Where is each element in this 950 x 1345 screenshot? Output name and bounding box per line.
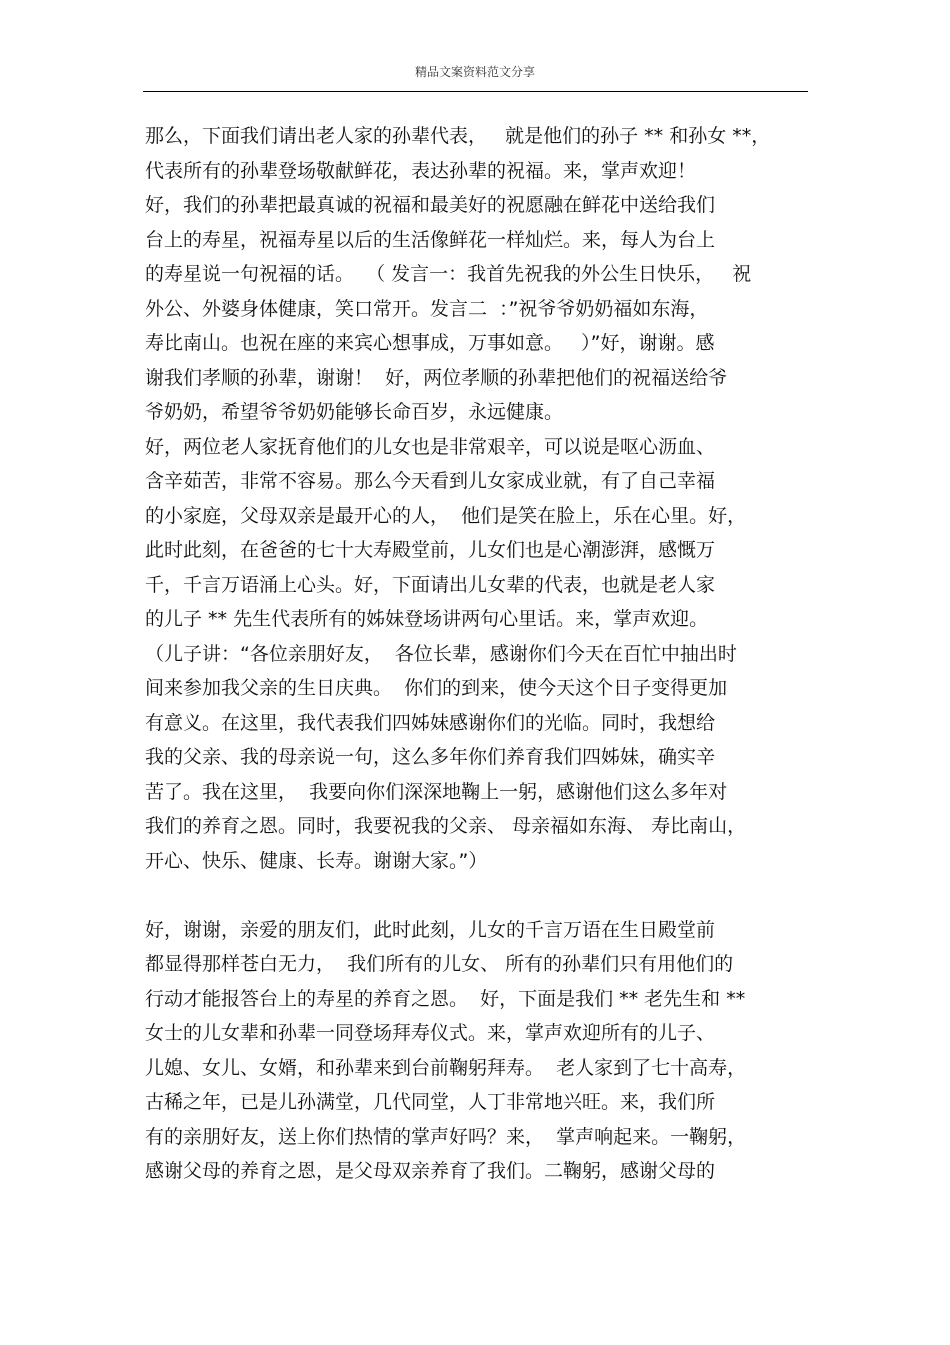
text-line: 台上的寿星，祝福寿星以后的生活像鲜花一样灿烂。来，每人为台上 [145, 228, 716, 251]
text-line: 此时此刻，在爸爸的七十大寿殿堂前，儿女们也是心潮澎湃，感慨万 [145, 539, 716, 561]
text-line: 千，千言万语涌上心头。好，下面请出儿女辈的代表，也就是老人家 [145, 573, 716, 596]
text-line: 间来参加我父亲的生日庆典。 你们的到来，使今天这个日子变得更加 [145, 677, 728, 699]
text-line: 那么，下面我们请出老人家的孙辈代表， 就是他们的孙子 ** 和孙女 **， [145, 125, 771, 147]
text-line: 苦了。我在这里， 我要向你们深深地鞠上一躬，感谢他们这么多年对 [145, 780, 728, 803]
text-line: 都显得那样苍白无力， 我们所有的儿女、 所有的孙辈们只有用他们的 [145, 953, 734, 975]
text-line: 有意义。在这里，我代表我们四姊妹感谢你们的光临。同时，我想给 [145, 711, 716, 734]
text-line: 好，我们的孙辈把最真诚的祝福和最美好的祝愿融在鲜花中送给我们 [145, 194, 716, 216]
header-divider [143, 91, 808, 92]
text-line: 爷奶奶，希望爷爷奶奶能够长命百岁，永远健康。 [145, 401, 564, 423]
text-line: 代表所有的孙辈登场敬献鲜花，表达孙辈的祝福。来，掌声欢迎！ [145, 159, 697, 182]
text-line: 儿媳、女儿、女婿，和孙辈来到台前鞠躬拜寿。 老人家到了七十高寿， [145, 1056, 747, 1079]
text-line: 我们的养育之恩。同时，我要祝我的父亲、 母亲福如东海、 寿比南山， [145, 815, 747, 837]
text-line: 好，两位老人家抚育他们的儿女也是非常艰辛，可以说是呕心沥血、 [145, 435, 716, 458]
text-line: 开心、快乐、健康、长寿。谢谢大家。”） [145, 849, 488, 872]
text-line: 好，谢谢，亲爱的朋友们，此时此刻，儿女的千言万语在生日殿堂前 [145, 918, 716, 941]
paragraph-gap [145, 878, 810, 913]
text-line: 谢我们孝顺的孙辈，谢谢！ 好，两位孝顺的孙辈把他们的祝福送给爷 [145, 366, 728, 389]
text-line: 行动才能报答台上的寿星的养育之恩。 好，下面是我们 ** 老先生和 ** [145, 987, 746, 1010]
text-line: 的小家庭，父母双亲是最开心的人， 他们是笑在脸上，乐在心里。好， [145, 504, 747, 527]
text-line: 有的亲朋好友，送上你们热情的掌声好吗？来， 掌声响起来。一鞠躬， [145, 1125, 747, 1148]
page-header-title: 精品文案资料范文分享 [414, 65, 535, 79]
text-line: 女士的儿女辈和孙辈一同登场拜寿仪式。来，掌声欢迎所有的儿子、 [145, 1022, 716, 1044]
body-text [145, 119, 810, 1189]
text-line: 寿比南山。也祝在座的来宾心想事成，万事如意。 ）”好，谢谢。感 [145, 332, 715, 354]
text-line: 古稀之年，已是儿孙满堂，几代同堂，人丁非常地兴旺。来，我们所 [145, 1091, 716, 1113]
text-line: 的儿子 ** 先生代表所有的姊妹登场讲两句心里话。来，掌声欢迎。 [145, 608, 709, 630]
text-line: 的寿星说一句祝福的话。 （ 发言一：我首先祝我的外公生日快乐， 祝 [145, 263, 752, 285]
text-line: （儿子讲：“各位亲朋好友， 各位长辈，感谢你们今天在百忙中抽出时 [145, 642, 737, 665]
text-line: 我的父亲、我的母亲说一句，这么多年你们养育我们四姊妹，确实辛 [145, 746, 716, 768]
text-line: 外公、外婆身体健康，笑口常开。发言二 ：”祝爷爷奶奶福如东海， [145, 297, 709, 320]
text-line: 感谢父母的养育之恩，是父母双亲养育了我们。二鞠躬，感谢父母的 [145, 1160, 716, 1182]
text-line: 含辛茹苦，非常不容易。那么今天看到儿女家成业就，有了自己幸福 [145, 470, 716, 492]
